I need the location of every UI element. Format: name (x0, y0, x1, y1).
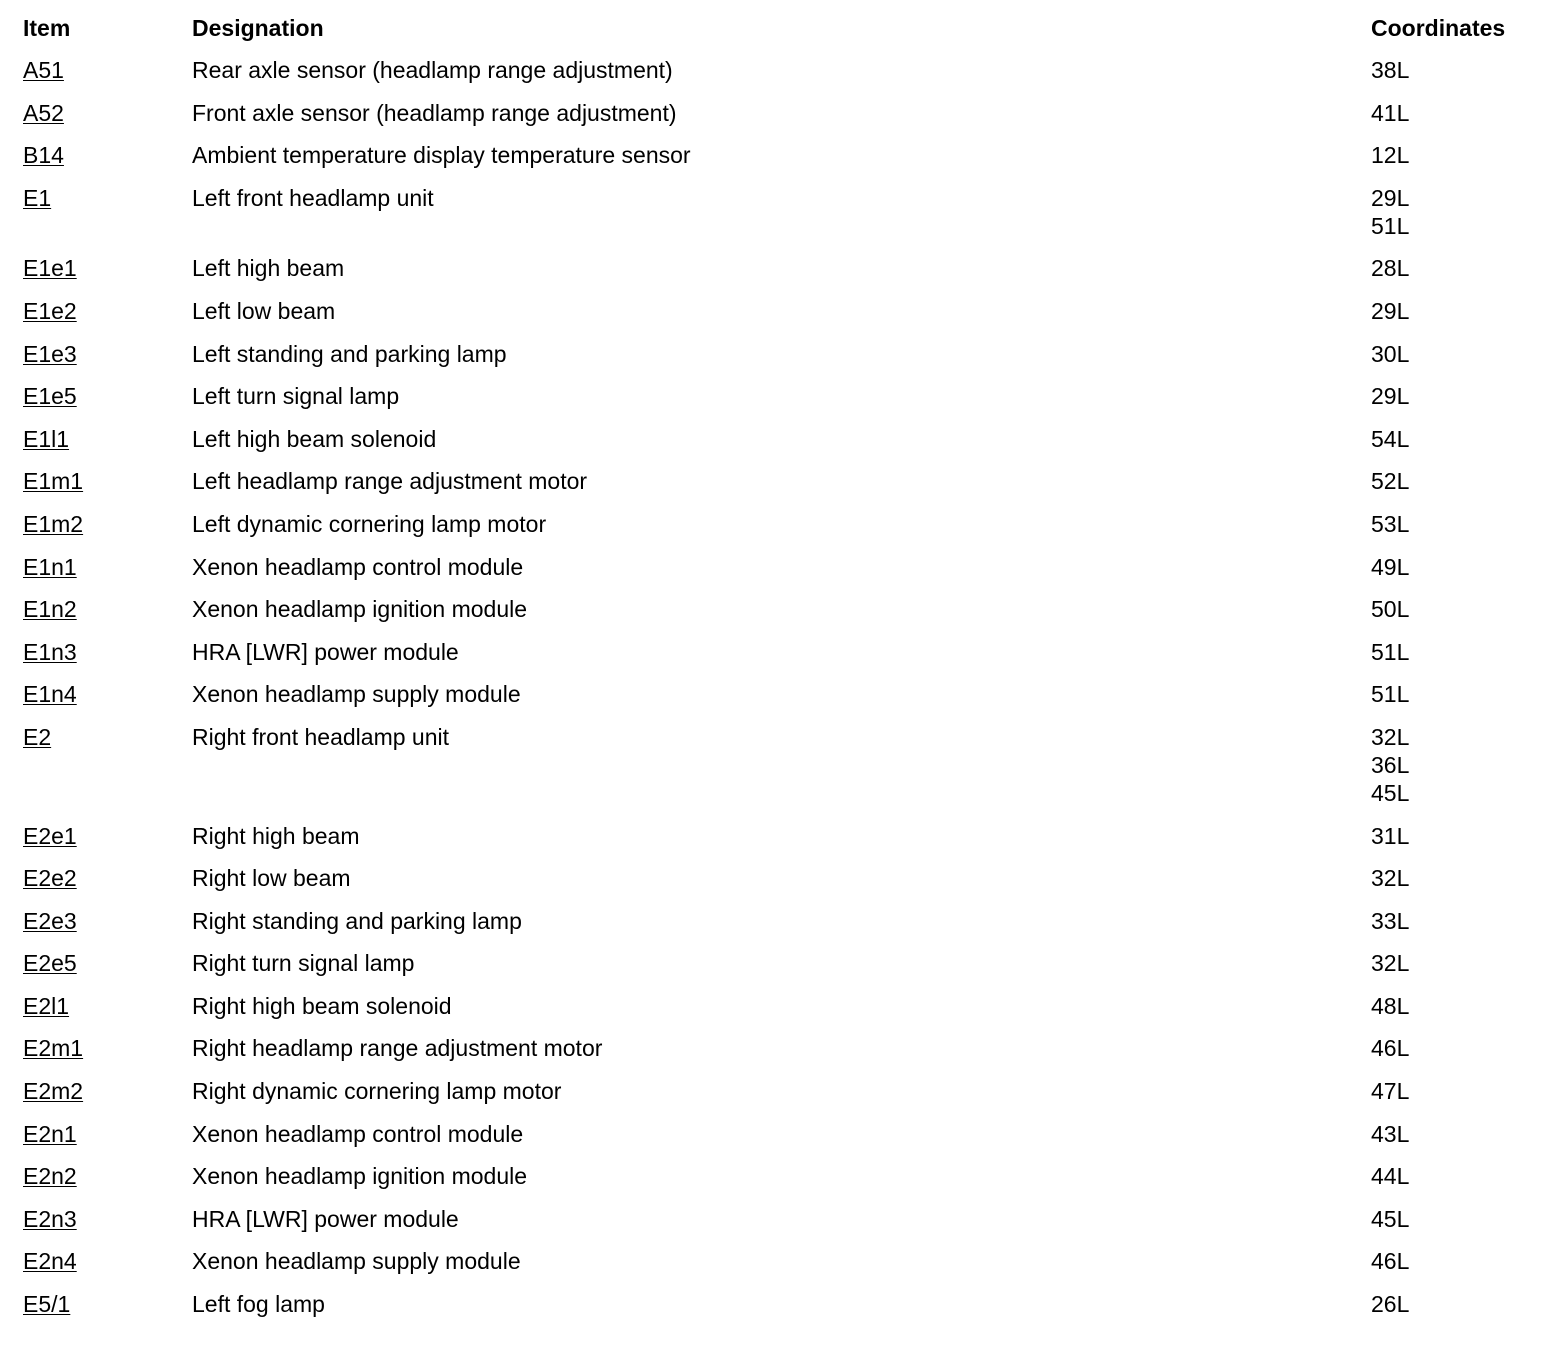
item-cell (23, 467, 192, 510)
coordinate-value: 28L (1371, 255, 1410, 282)
table-row (23, 56, 1553, 99)
coordinates-cell (1371, 467, 1553, 510)
coordinates-cell (1371, 1120, 1553, 1163)
coordinates-cell (1371, 864, 1553, 907)
item-link[interactable]: E1 (23, 184, 52, 211)
table-row (23, 99, 1553, 142)
table-row (23, 553, 1553, 596)
coordinates-cell (1371, 56, 1553, 99)
designation-cell: Left low beam (192, 297, 336, 324)
table-row (23, 510, 1553, 553)
item-link[interactable]: E2 (23, 723, 52, 750)
item-cell (23, 680, 192, 723)
item-link[interactable]: E1e1 (23, 255, 77, 282)
coordinates-cell (1371, 595, 1553, 638)
item-cell (23, 822, 192, 865)
item-cell (23, 1247, 192, 1290)
designation-cell: Rear axle sensor (headlamp range adjustment) (192, 57, 673, 83)
item-cell (23, 1162, 192, 1205)
table-row (23, 184, 1553, 255)
item-link[interactable]: B14 (23, 142, 64, 169)
coordinates-cell (1371, 297, 1553, 340)
coordinate-value: 31L (1371, 822, 1410, 849)
item-link[interactable]: E2n2 (23, 1163, 77, 1190)
coordinates-cell (1371, 638, 1553, 681)
table-row (23, 1162, 1553, 1205)
item-cell (23, 297, 192, 340)
table-row (23, 467, 1553, 510)
coordinates-cell (1371, 680, 1553, 723)
coordinate-value: 33L (1371, 907, 1410, 934)
designation-cell: Right headlamp range adjustment motor (192, 1035, 603, 1062)
coordinates-cell (1371, 141, 1553, 184)
item-link[interactable]: E2e2 (23, 865, 77, 892)
coordinate-value: 29L (1371, 297, 1410, 324)
item-link[interactable]: E2n4 (23, 1248, 77, 1275)
item-cell (23, 907, 192, 950)
coordinates-cell (1371, 382, 1553, 425)
coordinate-value: 12L (1371, 142, 1410, 169)
coordinate-value: 51L (1371, 638, 1410, 665)
item-cell (23, 1077, 192, 1120)
coordinate-value: 32L (1371, 865, 1410, 892)
coordinate-value: 47L (1371, 1078, 1410, 1105)
coordinate-value: 52L (1371, 468, 1410, 495)
coordinate-value: 48L (1371, 992, 1410, 1019)
coordinates-cell (1371, 254, 1553, 297)
coordinates-cell (1371, 99, 1553, 142)
designation-cell: Right standing and parking lamp (192, 907, 522, 934)
coordinate-value: 41L (1371, 99, 1410, 126)
table-row (23, 1077, 1553, 1120)
table-row (23, 297, 1553, 340)
item-link[interactable]: A52 (23, 99, 64, 126)
designation-cell: Xenon headlamp control module (192, 1120, 524, 1147)
table-row (23, 822, 1553, 865)
table-row (23, 992, 1553, 1035)
item-link[interactable]: E2n3 (23, 1205, 77, 1232)
designation-cell: Front axle sensor (headlamp range adjustment) (192, 99, 677, 126)
coordinate-value: 49L (1371, 553, 1410, 580)
item-link[interactable]: E2e1 (23, 822, 77, 849)
table-header (23, 14, 1553, 56)
coordinates-cell (1371, 822, 1553, 865)
coordinate-value: 29L (1371, 184, 1410, 211)
designation-cell: Left high beam (192, 255, 345, 282)
item-link[interactable]: E2e3 (23, 907, 77, 934)
designation-column-header: Designation (192, 15, 324, 41)
coordinates-column-header: Coordinates (1371, 15, 1506, 41)
item-link[interactable]: E2l1 (23, 992, 70, 1019)
item-link[interactable]: E1e5 (23, 383, 77, 410)
coordinate-value: 50L (1371, 596, 1410, 623)
item-cell (23, 1290, 192, 1333)
item-cell (23, 1205, 192, 1248)
designation-cell: Right high beam solenoid (192, 992, 452, 1019)
designation-cell: Left headlamp range adjustment motor (192, 468, 588, 495)
coordinate-value: 32L (1371, 950, 1410, 977)
designation-cell: Xenon headlamp supply module (192, 1248, 521, 1275)
item-column-header: Item (23, 15, 71, 41)
item-link[interactable]: E2e5 (23, 950, 77, 977)
coordinates-cell (1371, 1247, 1553, 1290)
item-cell (23, 553, 192, 596)
coordinate-value: 36L (1371, 751, 1410, 778)
coordinates-cell (1371, 340, 1553, 383)
table-row (23, 141, 1553, 184)
coordinate-value: 32L (1371, 723, 1410, 750)
designation-cell: Right high beam (192, 822, 360, 849)
designation-cell: Left dynamic cornering lamp motor (192, 510, 547, 537)
coordinates-cell (1371, 425, 1553, 468)
designation-cell: HRA [LWR] power module (192, 638, 459, 665)
coordinate-value: 45L (1371, 779, 1410, 806)
designation-cell: HRA [LWR] power module (192, 1205, 459, 1232)
designation-cell: Right turn signal lamp (192, 950, 415, 977)
table-row (23, 595, 1553, 638)
coordinate-value: 54L (1371, 425, 1410, 452)
coordinates-cell (1371, 992, 1553, 1035)
coordinates-cell (1371, 1034, 1553, 1077)
item-link[interactable]: E2m1 (23, 1035, 84, 1062)
coordinates-cell (1371, 1290, 1553, 1333)
table-row (23, 864, 1553, 907)
item-cell (23, 340, 192, 383)
item-cell (23, 99, 192, 142)
table-row (23, 340, 1553, 383)
item-link[interactable]: E1n4 (23, 681, 77, 708)
designation-cell: Right dynamic cornering lamp motor (192, 1078, 562, 1105)
item-cell (23, 382, 192, 425)
coordinate-value: 26L (1371, 1291, 1410, 1318)
item-cell (23, 425, 192, 468)
table-row (23, 907, 1553, 950)
item-cell (23, 723, 192, 822)
designation-cell: Right low beam (192, 865, 351, 892)
item-link[interactable]: E1e3 (23, 340, 77, 367)
item-link[interactable]: E1n3 (23, 638, 77, 665)
coordinate-value: 44L (1371, 1163, 1410, 1190)
item-cell (23, 141, 192, 184)
item-cell (23, 1034, 192, 1077)
item-link[interactable]: E2n1 (23, 1120, 77, 1147)
designation-cell: Xenon headlamp supply module (192, 681, 521, 708)
table-row (23, 254, 1553, 297)
coordinate-value: 29L (1371, 383, 1410, 410)
table-row (23, 1034, 1553, 1077)
designation-cell: Xenon headlamp ignition module (192, 1163, 528, 1190)
table-row (23, 382, 1553, 425)
item-link[interactable]: E5/1 (23, 1291, 71, 1318)
coordinates-cell (1371, 510, 1553, 553)
designation-cell: Xenon headlamp ignition module (192, 596, 528, 623)
coordinate-value: 38L (1371, 57, 1410, 83)
table-row (23, 723, 1553, 822)
coordinate-value: 46L (1371, 1248, 1410, 1275)
designation-cell: Left front headlamp unit (192, 184, 434, 211)
item-cell (23, 595, 192, 638)
coordinate-value: 45L (1371, 1205, 1410, 1232)
coordinate-value: 51L (1371, 681, 1410, 708)
coordinates-cell (1371, 723, 1553, 822)
designation-cell: Left turn signal lamp (192, 383, 400, 410)
table-row (23, 1290, 1553, 1333)
item-link[interactable]: E1e2 (23, 297, 77, 324)
table-row (23, 1120, 1553, 1163)
item-cell (23, 510, 192, 553)
coordinates-cell (1371, 553, 1553, 596)
item-link[interactable]: E1n2 (23, 596, 77, 623)
table-body (23, 56, 1553, 1333)
header-row (23, 14, 1553, 56)
coordinate-value: 53L (1371, 510, 1410, 537)
item-cell (23, 184, 192, 255)
coordinates-cell (1371, 1077, 1553, 1120)
item-cell (23, 864, 192, 907)
item-link[interactable]: E1m2 (23, 510, 84, 537)
table-row (23, 638, 1553, 681)
item-link[interactable]: A51 (23, 57, 64, 83)
item-cell (23, 56, 192, 99)
designation-cell: Xenon headlamp control module (192, 553, 524, 580)
item-link[interactable]: E1l1 (23, 425, 70, 452)
item-link[interactable]: E1m1 (23, 468, 84, 495)
item-cell (23, 1120, 192, 1163)
coordinate-value: 30L (1371, 340, 1410, 367)
designation-cell: Left high beam solenoid (192, 425, 437, 452)
item-link[interactable]: E2m2 (23, 1078, 84, 1105)
item-cell (23, 949, 192, 992)
coordinate-value: 51L (1371, 212, 1410, 239)
coordinates-cell (1371, 184, 1553, 255)
table-row (23, 425, 1553, 468)
item-cell (23, 638, 192, 681)
table-row (23, 1205, 1553, 1248)
coordinates-cell (1371, 949, 1553, 992)
item-cell (23, 254, 192, 297)
coordinates-cell (1371, 1205, 1553, 1248)
table-row (23, 1247, 1553, 1290)
coordinates-cell (1371, 1162, 1553, 1205)
item-cell (23, 992, 192, 1035)
item-link[interactable]: E1n1 (23, 553, 77, 580)
table-row (23, 949, 1553, 992)
designation-cell: Ambient temperature display temperature sensor (192, 142, 691, 169)
designation-cell: Left fog lamp (192, 1291, 325, 1318)
component-legend-table (23, 14, 1553, 1333)
coordinate-value: 46L (1371, 1035, 1410, 1062)
designation-cell: Left standing and parking lamp (192, 340, 507, 367)
coordinate-value: 43L (1371, 1120, 1410, 1147)
table-row (23, 680, 1553, 723)
designation-cell: Right front headlamp unit (192, 723, 449, 750)
coordinates-cell (1371, 907, 1553, 950)
